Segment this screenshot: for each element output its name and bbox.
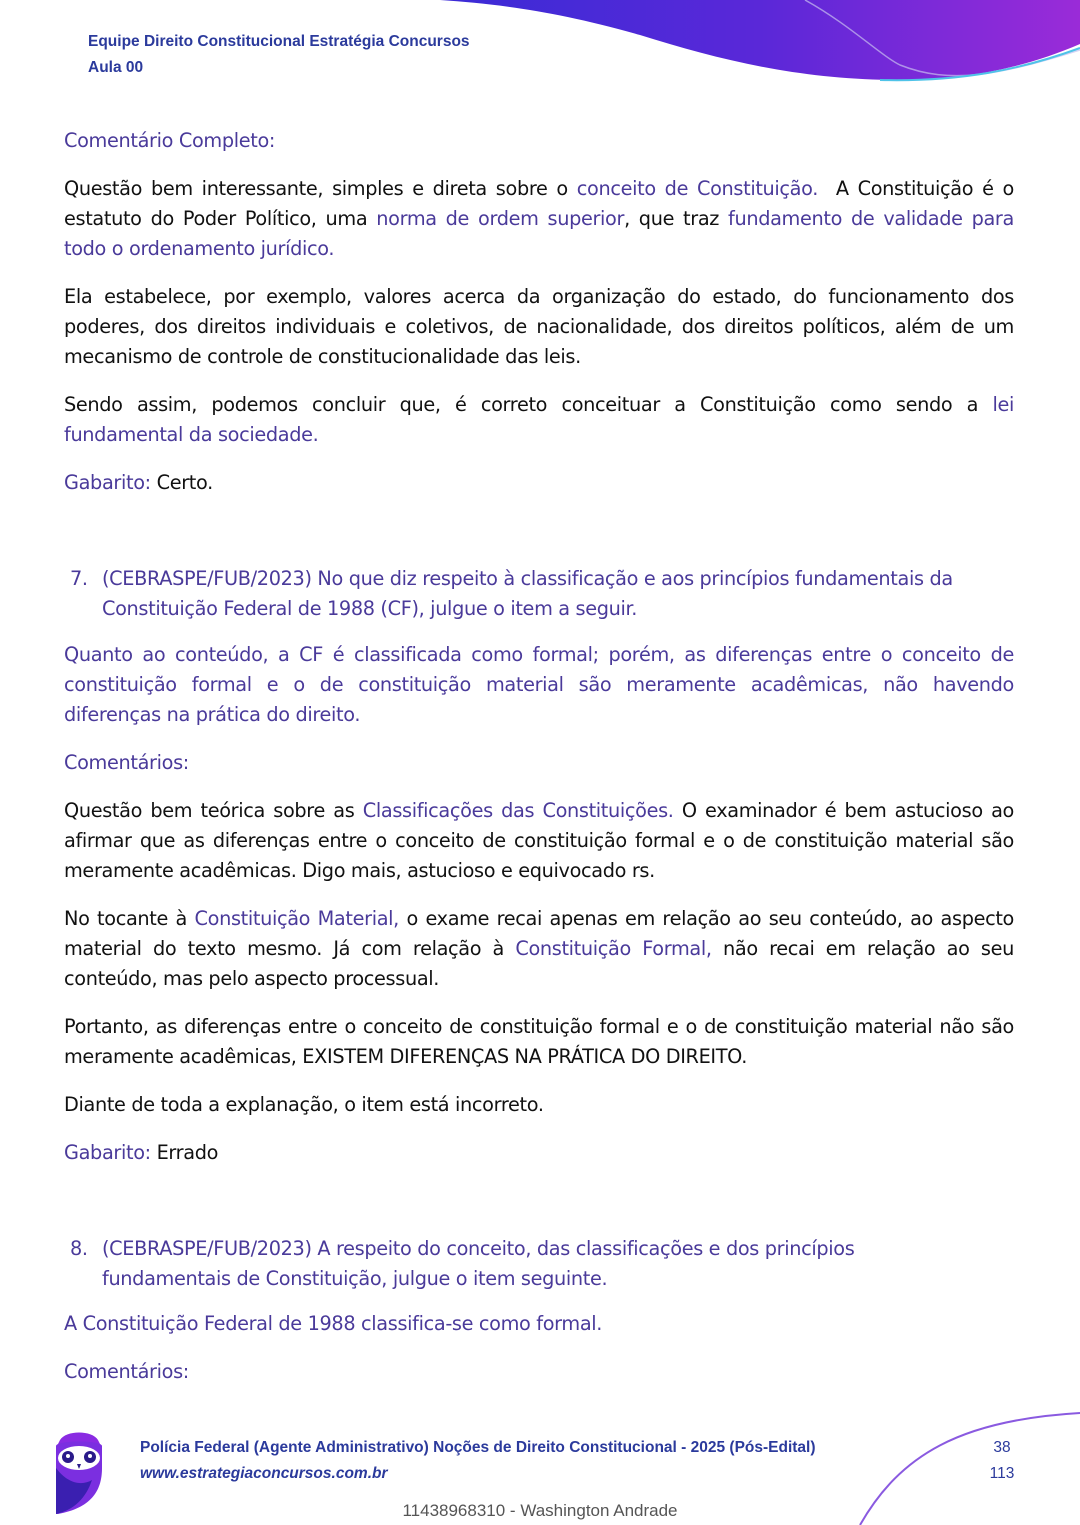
question-7-item: Quanto ao conteúdo, a CF é classificada como formal; porém, as diferenças entre o conceito de constituição formal e o de constituição material são meramente acadêmicas, não havendo diferenças na prática do direito.: [64, 643, 1014, 726]
highlight-lei-fundamental: lei fundamental da sociedade.: [64, 393, 1014, 446]
text-span: o exame recai apenas em relação ao seu conteúdo, ao aspecto material do texto mesmo. Já com relação à: [64, 907, 1015, 960]
answer-q7: [64, 1138, 1014, 1168]
answer-q6: [64, 468, 1014, 498]
text-span: O examinador é bem astucioso ao afirmar que as diferenças entre o conceito de constituição formal e o de constituição material são meramente acadêmicas. Digo mais, astucioso e equivocado rs.: [64, 799, 1014, 882]
highlight-formal: Constituição Formal,: [515, 937, 712, 960]
question-7-comment-p2: [64, 904, 1014, 994]
page-total: 113: [989, 1465, 1015, 1482]
answer-value: Errado: [150, 1141, 219, 1164]
question-8-item: A Constituição Federal de 1988 classifica-se como formal.: [64, 1312, 603, 1335]
question-text: (CEBRASPE/FUB/2023) No que diz respeito à classificação e aos princípios fundamentais da Constituição Federal de 1988 (CF), julgue o item a seguir.: [102, 567, 953, 620]
question-8-comments-heading: Comentários:: [64, 1360, 189, 1383]
highlight-material: Constituição Material,: [194, 907, 399, 930]
highlight-classificacoes: Classificações das Constituições.: [362, 799, 674, 822]
comment-heading: Comentário Completo:: [64, 129, 276, 152]
header-team: Equipe Direito Constitucional Estratégia Concursos: [88, 33, 470, 50]
highlight-norma: norma de ordem superior: [376, 207, 625, 230]
question-7-comment-p4: Diante de toda a explanação, o item está incorreto.: [64, 1093, 544, 1116]
text-span: não recai em relação ao seu conteúdo, mas pelo aspecto processual.: [64, 937, 1014, 990]
question-7-comment-p1: [64, 796, 1014, 886]
text-span: , que traz: [624, 207, 729, 230]
footer-course-title: Polícia Federal (Agente Administrativo) Noções de Direito Constitucional - 2025 (Pós-Edital): [140, 1439, 816, 1456]
answer-label: Gabarito:: [64, 471, 151, 494]
paragraph-conclusion: [64, 390, 1014, 450]
page-current: 38: [993, 1439, 1011, 1456]
watermark-user: 11438968310 - Washington Andrade: [402, 1501, 678, 1520]
highlight-concept: conceito de Constituição.: [576, 177, 819, 200]
header-lesson: Aula 00: [88, 59, 144, 76]
answer-label: Gabarito:: [64, 1141, 151, 1164]
paragraph-concept: [64, 174, 1020, 264]
answer-value: Certo.: [150, 471, 213, 494]
question-8-statement: [64, 1234, 1014, 1294]
paragraph-values: Ela estabelece, por exemplo, valores acerca da organização do estado, do funcionamento dos poderes, dos direitos individuais e coletivos, de nacionalidade, dos direitos políticos, além de um mecanismo de controle de constitucionalidade das leis.: [64, 285, 1014, 368]
question-7-comments-heading: Comentários:: [64, 751, 189, 774]
text-span: A Constituição é o estatuto do Poder Político, uma: [64, 177, 1020, 230]
question-7-comment-p3: Portanto, as diferenças entre o conceito de constituição formal e o de constituição material não são meramente acadêmicas, EXISTEM DIFERENÇAS NA PRÁTICA DO DIREITO.: [64, 1015, 1014, 1068]
header: [88, 29, 470, 81]
question-number: 8.: [70, 1237, 88, 1260]
question-number: 7.: [70, 567, 88, 590]
text-span: No tocante à: [64, 907, 195, 930]
question-7-statement: [64, 564, 1014, 624]
question-text: (CEBRASPE/FUB/2023) A respeito do conceito, das classificações e dos princípios fundamentais de Constituição, julgue o item seguinte.: [102, 1237, 855, 1290]
text-span: Questão bem teórica sobre as: [64, 799, 363, 822]
footer-url-link[interactable]: www.estrategiaconcursos.com.br: [140, 1465, 388, 1482]
text-span: Sendo assim, podemos concluir que, é correto conceituar a Constituição como sendo a: [64, 393, 993, 416]
text-span: Questão bem interessante, simples e direta sobre o: [64, 177, 577, 200]
highlight-fundamento: fundamento de validade para todo o ordenamento jurídico.: [64, 207, 1014, 260]
